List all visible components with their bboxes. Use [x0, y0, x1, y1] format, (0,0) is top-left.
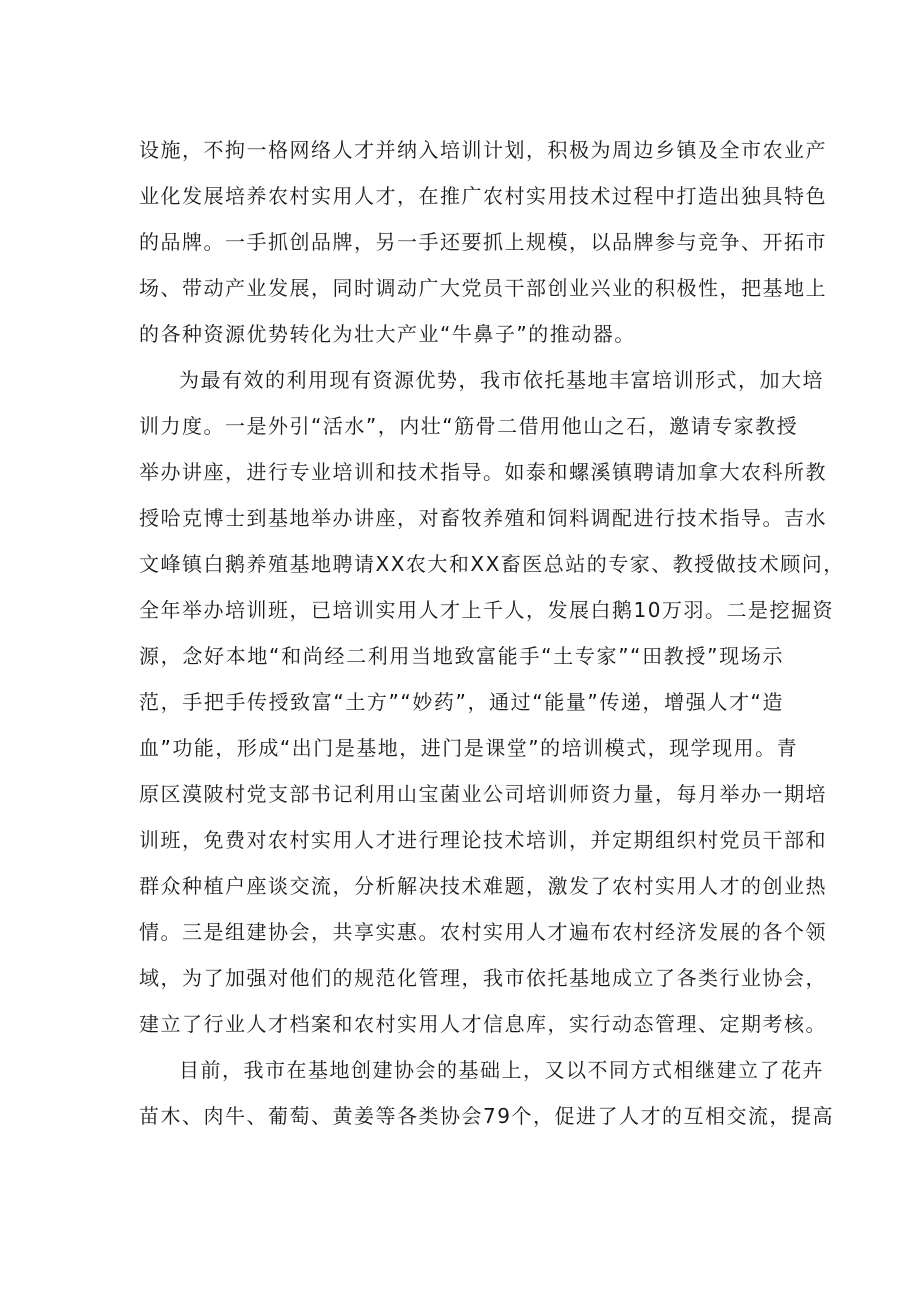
paragraph-2-line: 情。三是组建协会，共享实惠。农村实用人才遍布农村经济发展的各个领 [139, 920, 827, 944]
paragraph-2-line: 范，手把手传授致富“土方”“妙药”，通过“能量”传递，增强人才“造 [139, 690, 784, 714]
paragraph-1-line: 的品牌。一手抓创品牌，另一手还要抓上规模，以品牌参与竞争、开拓市 [139, 230, 827, 254]
paragraph-2-line: 授哈克博士到基地举办讲座，对畜牧养殖和饲料调配进行技术指导。吉水 [139, 506, 827, 530]
paragraph-3-line: 目前，我市在基地创建协会的基础上，又以不同方式相继建立了花卉 [179, 1058, 824, 1082]
paragraph-1-line: 设施，不拘一格网络人才并纳入培训计划，积极为周边乡镇及全市农业产 [139, 138, 827, 162]
paragraph-2-line: 训班，免费对农村实用人才进行理论技术培训，并定期组织村党员干部和 [139, 828, 827, 852]
document-body [139, 127, 845, 1139]
paragraph-2-line: 文峰镇白鹅养殖基地聘请XX农大和XX畜医总站的专家、教授做技术顾问， [139, 552, 845, 576]
paragraph-2-line: 群众种植户座谈交流，分析解决技术难题，激发了农村实用人才的创业热 [139, 874, 827, 898]
paragraph-2-line: 全年举办培训班，已培训实用人才上千人，发展白鹅10万羽。二是挖掘资 [139, 598, 834, 622]
paragraph-2-line: 训力度。一是外引“活水”，内壮“筋骨二借用他山之石，邀请专家教授 [139, 414, 799, 438]
paragraph-2-line: 建立了行业人才档案和农村实用人才信息库，实行动态管理、定期考核。 [139, 1012, 827, 1036]
paragraph-1-line: 场、带动产业发展，同时调动广大党员干部创业兴业的积极性，把基地上 [139, 276, 827, 300]
paragraph-2-line: 为最有效的利用现有资源优势，我市依托基地丰富培训形式，加大培 [179, 368, 824, 392]
paragraph-2-line: 举办讲座，进行专业培训和技术指导。如泰和螺溪镇聘请加拿大农科所教 [139, 460, 827, 484]
paragraph-1-line: 业化发展培养农村实用人才，在推广农村实用技术过程中打造出独具特色 [139, 184, 827, 208]
paragraph-2-line: 血”功能，形成“出门是基地，进门是课堂”的培训模式，现学现用。青 [139, 736, 799, 760]
paragraph-2-line: 原区漠陂村党支部书记利用山宝菌业公司培训师资力量，每月举办一期培 [139, 782, 827, 806]
paragraph-1-line: 的各种资源优势转化为壮大产业“牛鼻子”的推动器。 [139, 322, 636, 346]
paragraph-3-line: 苗木、肉牛、葡萄、黄姜等各类协会79个，促进了人才的互相交流，提高 [139, 1104, 834, 1128]
paragraph-2-line: 域，为了加强对他们的规范化管理，我市依托基地成立了各类行业协会， [139, 966, 827, 990]
paragraph-2-line: 源，念好本地“和尚经二利用当地致富能手“土专家”“田教授”现场示 [139, 644, 784, 668]
